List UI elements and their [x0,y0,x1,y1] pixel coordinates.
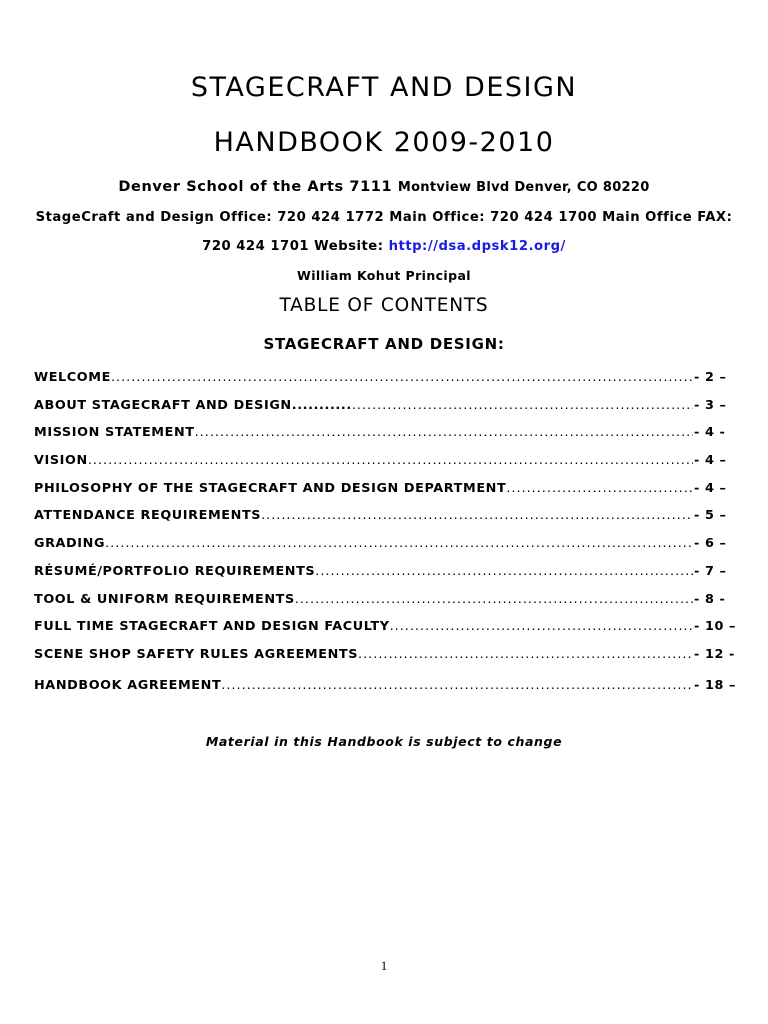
toc-leader-dots [390,619,693,634]
toc-entry-faculty[interactable] [34,619,737,647]
toc-leader-dots [295,592,693,607]
toc-leader-dots [261,508,693,523]
document-title-line2: HANDBOOK 2009-2010 [213,127,555,158]
toc-entry-page: - 4 – [694,453,727,469]
toc-entry-page: - 4 – [694,480,727,496]
toc-entry-label: MISSION STATEMENT [34,425,195,441]
toc-entry-page: - 2 – [694,370,727,385]
toc-entry-about[interactable] [34,398,734,426]
document-title-line1: STAGECRAFT AND DESIGN [190,72,578,103]
toc-entry-page: - 5 – [694,508,727,524]
school-address-line [0,179,768,195]
toc-entry-label: SCENE SHOP SAFETY RULES AGREEMENTS [34,646,359,662]
toc-leader-dots [195,425,693,440]
toc-entry-page: - 7 – [694,563,727,579]
toc-entry-page: - 10 – [694,619,737,635]
toc-entry-vision[interactable] [34,453,734,481]
principal-name: William Kohut Principal [297,268,471,283]
toc-leader-dots [506,481,693,496]
toc-heading: TABLE OF CONTENTS [279,295,489,316]
toc-leader-dots [315,564,693,579]
fax-website-line [0,239,768,254]
toc-entry-label: WELCOME [34,370,111,385]
toc-subheading: STAGECRAFT AND DESIGN: [263,335,505,353]
toc-entry-label: FULL TIME STAGECRAFT AND DESIGN FACULTY [34,619,390,635]
toc-entry-page: - 12 - [694,646,735,662]
toc-entry-label: HANDBOOK AGREEMENT [34,677,222,693]
toc-entry-label: VISION [34,453,88,469]
toc-entry-page: - 6 – [694,536,727,552]
toc-leader-dots [88,453,693,468]
toc-entry-page: - 8 - [694,591,726,607]
toc-entry-resume[interactable] [34,564,734,592]
toc-entry-agreement[interactable] [34,677,737,706]
toc-entry-label: ATTENDANCE REQUIREMENTS [34,508,262,524]
toc-entry-label: PHILOSOPHY OF THE STAGECRAFT AND DESIGN DEPARTMENT [34,480,507,496]
school-street: Montview Blvd Denver, CO 80220 [397,180,650,195]
page-number: 1 [380,958,388,973]
toc-entry-label: GRADING [34,536,106,552]
toc-entry-welcome[interactable] [34,370,734,398]
toc-list [34,370,737,705]
toc-leader-dots [111,370,693,385]
toc-leader-dots [352,398,693,413]
disclaimer-note: Material in this Handbook is subject to change [205,734,563,749]
toc-entry-label: RÉSUMÉ/PORTFOLIO REQUIREMENTS [34,563,316,579]
toc-entry-philosophy[interactable] [34,481,734,509]
toc-entry-mission[interactable] [34,425,734,453]
toc-entry-grading[interactable] [34,536,734,564]
school-name: Denver School of the Arts 7111 [118,179,393,195]
toc-entry-label: ABOUT STAGECRAFT AND DESIGN........... [34,397,352,413]
toc-entry-page: - 18 – [694,677,737,693]
phone-line: StageCraft and Design Office: 720 424 1772 Main Office: 720 424 1700 Main Office FAX: [35,210,733,225]
toc-entry-safety[interactable] [34,647,734,675]
toc-entry-tools[interactable] [34,592,734,620]
toc-leader-dots [105,536,693,551]
fax-text: 720 424 1701 Website: [202,239,389,254]
toc-entry-page: - 4 - [694,425,726,441]
toc-entry-label: TOOL & UNIFORM REQUIREMENTS [34,591,295,607]
website-link[interactable]: http://dsa.dpsk12.org/ [388,239,566,254]
toc-leader-dots [221,678,693,693]
toc-entry-attendance[interactable] [34,508,734,536]
toc-leader-dots [358,647,693,662]
toc-entry-page: - 3 – [694,397,727,413]
